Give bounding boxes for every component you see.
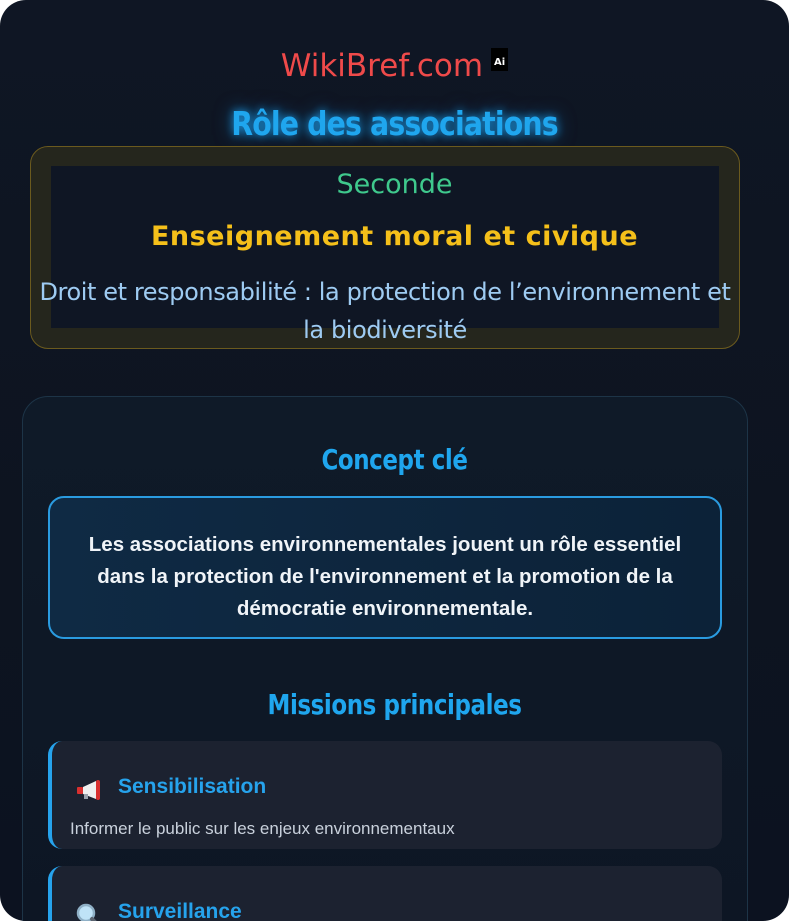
missions-section-title: Missions principales (267, 688, 522, 721)
ai-badge: Ai (491, 48, 508, 71)
mission-title: Surveillance (118, 900, 242, 921)
megaphone-icon (74, 777, 104, 803)
concept-section-title: Concept clé (321, 443, 468, 476)
magnifier-icon (74, 902, 104, 921)
page-title: Rôle des associations (231, 104, 558, 143)
course-subject: Enseignement moral et civique (150, 221, 639, 252)
concept-text: Les associations environnementales jouent un rôle essentiel dans la protection de l'environnement et la promotion de la démocratie environnementale. (88, 533, 682, 620)
course-theme: Droit et responsabilité : la protection de l’environnement et la biodiversité (39, 278, 731, 344)
brand-header (0, 48, 789, 88)
mission-card (48, 866, 722, 921)
mission-card (48, 741, 722, 849)
mission-title: Sensibilisation (118, 775, 267, 798)
brand-logo-text[interactable]: WikiBref.com (280, 48, 484, 84)
mission-description: Informer le public sur les enjeux environnementaux (70, 819, 455, 838)
course-level: Seconde (336, 169, 453, 200)
